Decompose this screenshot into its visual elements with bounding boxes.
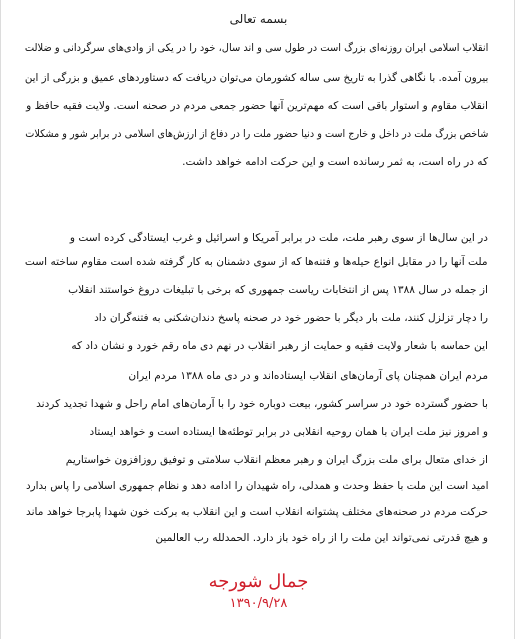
letter-line: انقلاب مقاوم و استوار باقی است که مهم‌ترین آنها حضور جمعی مردم در صحنه است. ولایت فقیه حافظ و	[26, 100, 488, 112]
letter-line: که در راه است، به ثمر رسانده است و این حرکت ادامه خواهد داشت.	[182, 156, 488, 168]
letter-line: حرکت مردم در صحنه‌های مختلف پشتوانه انقلاب است و این انقلاب به برکت خون شهدا پابرجا خواهد ماند	[26, 506, 488, 518]
letter-line: و هیچ قدرتی نمی‌تواند این ملت را از راه خود باز دارد. الحمدلله رب العالمین	[155, 532, 488, 544]
letter-line: از خدای متعال برای ملت بزرگ ایران و رهبر معظم انقلاب سلامتی و توفیق روزافزون خواستاریم	[65, 454, 488, 466]
letter-line: و امروز نیز ملت ایران با همان روحیه انقلابی در برابر توطئه‌ها ایستاده است و خواهد ایستاد	[89, 426, 488, 438]
signature: جمال شورجه	[208, 571, 309, 592]
letter-line: در این سال‌ها از سوی رهبر ملت، ملت در برابر آمریکا و اسرائیل و غرب ایستادگی کرده است و	[69, 232, 488, 244]
letter-line: از جمله در سال ۱۳۸۸ پس از انتخابات ریاست جمهوری که برخی با تبلیغات دروغ خواستند انقلاب	[68, 284, 488, 296]
letter-line: بیرون آمده. با نگاهی گذرا به تاریخ سی ساله کشورمان می‌توان دریافت که دستاوردهای عمیق و بزرگی از این	[24, 72, 488, 84]
letter-line: را دچار تزلزل کنند، ملت بار دیگر با حضور خود در صحنه پاسخ دندان‌شکنی به فتنه‌گران داد	[94, 312, 488, 324]
letter-line: ملت آنها را در مقابل انواع حیله‌ها و فتنه‌ها که از سوی دشمنان به کار گرفته شده است مقاوم ساخته است	[25, 256, 488, 268]
letter-line: امید است این ملت با حفظ وحدت و همدلی، راه شهیدان را ادامه دهد و نظام جمهوری اسلامی را پاس بدارد	[25, 480, 488, 492]
letter-line: این حماسه با شعار ولایت فقیه و حمایت از رهبر انقلاب در نهم دی ماه رقم خورد و نشان داد که	[71, 340, 488, 352]
letter-heading: بسمه تعالی	[229, 12, 288, 26]
letter-line: انقلاب اسلامی ایران روزنه‌ای بزرگ است در طول سی و اند سال، خود را در یکی از وادی‌های سرگردانی و ضلالت	[24, 42, 488, 54]
letter-line: شاخص بزرگ ملت در داخل و خارج است و دنیا حضور ملت را در دفاع از ارزش‌های اسلامی در برابر شور و مشکلات	[24, 128, 488, 140]
letter-line: مردم ایران همچنان پای آرمان‌های انقلاب ایستاده‌اند و در دی ماه ۱۳۸۸ مردم ایران	[128, 370, 488, 382]
signature-date: ۱۳۹۰/۹/۲۸	[229, 596, 288, 611]
letter-line: با حضور گسترده خود در سراسر کشور، بیعت دوباره خود را با آرمان‌های امام راحل و شهدا تجدید کردند	[36, 398, 488, 410]
